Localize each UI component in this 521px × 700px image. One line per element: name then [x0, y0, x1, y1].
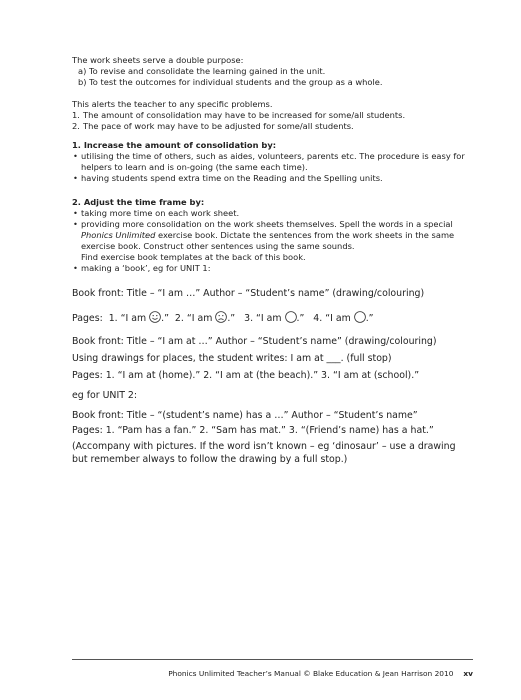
- alerts-item-number: 2.: [72, 121, 80, 131]
- bullet-icon: •: [73, 208, 78, 218]
- list-item: [72, 173, 472, 184]
- footer-credit: Phonics Unlimited Teacher’s Manual © Blake Education & Jean Harrison 2010: [168, 669, 454, 678]
- list-item-text: utilising the time of others, such as aides, volunteers, parents etc. The procedure is easy for helpers to learn and is on-going (the same each time).: [81, 151, 465, 172]
- intro-item-a: a) To revise and consolidate the learning gained in the unit.: [78, 66, 326, 76]
- unit1-page-4: 4. “I am: [313, 313, 354, 324]
- section-2-heading: 2. Adjust the time frame by:: [72, 197, 205, 207]
- alerts-item: [72, 121, 472, 132]
- unit1-page-3: 3. “I am: [244, 313, 285, 324]
- list-item-extra: Find exercise book templates at the back of this book.: [81, 252, 306, 262]
- alerts-block: [72, 99, 472, 132]
- intro-item-b: b) To test the outcomes for individual students and the group as a whole.: [78, 77, 383, 87]
- section-1-list: [72, 151, 472, 184]
- section-1: [72, 140, 472, 184]
- list-item: [72, 219, 472, 252]
- alerts-item-number: 1.: [72, 110, 80, 120]
- alerts-lead: This alerts the teacher to any specific problems.: [72, 99, 273, 109]
- alerts-item: [72, 110, 472, 121]
- section-2: [72, 197, 472, 274]
- unit1-page-3-end: .”: [296, 313, 305, 324]
- unit2-pages: Pages: 1. “Pam has a fan.” 2. “Sam has mat.” 3. “(Friend’s name) has a hat.”: [72, 425, 434, 436]
- unit1-book-front-2: Book front: Title – “I am at …” Author – “Student’s name” (drawing/colouring): [72, 336, 437, 347]
- list-item: [72, 151, 472, 173]
- bullet-icon: •: [73, 173, 78, 183]
- unit1-page-2-end: .”: [227, 313, 236, 324]
- alerts-item-text: The amount of consolidation may have to be increased for some/all students.: [83, 110, 406, 120]
- blank-face-icon: [354, 311, 366, 323]
- section-1-heading: 1. Increase the amount of consolidation by:: [72, 140, 277, 150]
- unit1-drawings-instruction: Using drawings for places, the student writes: I am at ___. (full stop): [72, 353, 392, 364]
- unit2-label: eg for UNIT 2:: [72, 390, 138, 401]
- list-item-text: having students spend extra time on the Reading and the Spelling units.: [81, 173, 383, 183]
- alerts-item-text: The pace of work may have to be adjusted for some/all students.: [83, 121, 354, 131]
- list-item-text: providing more consolidation on the work sheets themselves. Spell the words in a special: [81, 219, 453, 229]
- footer-divider: [72, 659, 473, 660]
- list-item: [72, 263, 472, 274]
- list-item-text: taking more time on each work sheet.: [81, 208, 240, 218]
- list-item-text: exercise book. Dictate the sentences from the work sheets in the same exercise book. Construct other sentences using the same sounds.: [81, 230, 455, 251]
- book-title-emphasis: Phonics Unlimited: [81, 230, 156, 240]
- unit2-note: (Accompany with pictures. If the word isn’t known – eg ‘dinosaur’ – use a drawing but remember always to follow the drawing by a full stop.): [72, 441, 456, 465]
- unit1-page-1: 1. “I am: [108, 313, 150, 324]
- unit1-page-2: 2. “I am: [174, 313, 216, 324]
- unit1-page-1-end: .”: [161, 313, 169, 324]
- page-number: xv: [463, 669, 473, 678]
- unit1-pages-2: Pages: 1. “I am at (home).” 2. “I am at (the beach).” 3. “I am at (school).”: [72, 370, 420, 381]
- smiley-face-icon: [149, 311, 161, 323]
- bullet-icon: •: [73, 219, 78, 229]
- list-item: [72, 208, 472, 219]
- section-2-list: [72, 208, 472, 274]
- unit1-pages-label: Pages:: [72, 313, 103, 324]
- bullet-icon: •: [73, 151, 78, 161]
- intro-block: [72, 55, 472, 88]
- unit1-book-front: Book front: Title – “I am …” Author – “Student’s name” (drawing/colouring): [72, 288, 425, 299]
- bullet-icon: •: [73, 263, 78, 273]
- unit1-pages: [72, 311, 492, 325]
- intro-lead: The work sheets serve a double purpose:: [72, 55, 244, 65]
- list-item-text: making a ‘book’, eg for UNIT 1:: [81, 263, 211, 273]
- unit2-book-front: Book front: Title – “(student’s name) has a …” Author – “Student’s name”: [72, 410, 418, 421]
- footer: [72, 668, 473, 679]
- blank-face-icon: [285, 311, 297, 323]
- unit1-page-4-end: .”: [365, 313, 374, 324]
- sad-face-icon: [215, 311, 227, 323]
